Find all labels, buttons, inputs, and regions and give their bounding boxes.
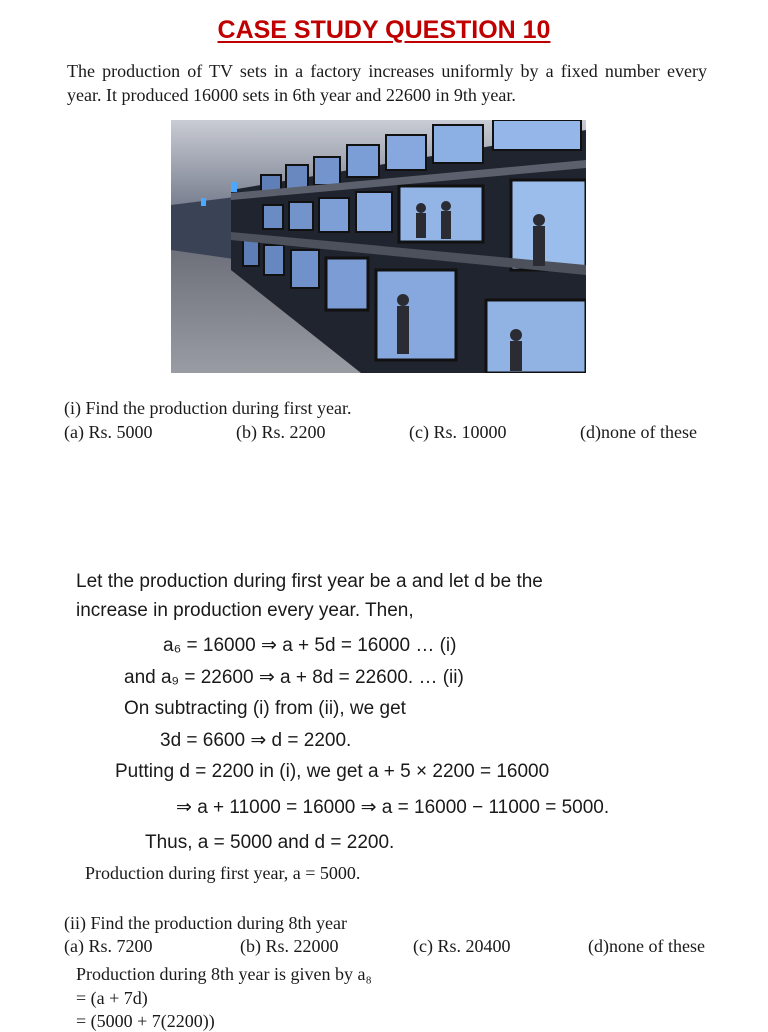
solution2-line3: = (5000 + 7(2200)) xyxy=(76,1011,215,1031)
q2-option-a: (a) Rs. 7200 xyxy=(64,936,153,956)
tv-showroom-photo xyxy=(171,120,586,373)
q2-option-d: (d)none of these xyxy=(588,936,705,956)
solution1-line1: Let the production during first year be a and let d be the xyxy=(76,571,543,592)
solution1-eq5: ⇒ a + 11000 = 16000 ⇒ a = 16000 − 11000 = 5000. xyxy=(176,797,610,818)
solution1-line2: increase in production every year. Then, xyxy=(76,600,414,621)
solution1-eq2: and a₉ = 22600 ⇒ a + 8d = 22600. … (ii) xyxy=(124,667,464,688)
intro-paragraph: The production of TV sets in a factory increases uniformly by a fixed number every year. It produced 16000 sets in 6th year and 22600 in 9th year. xyxy=(67,61,707,105)
solution2-line2: = (a + 7d) xyxy=(76,988,148,1008)
question-2: (ii) Find the production during 8th year xyxy=(64,913,347,933)
solution1-eq4: Putting d = 2200 in (i), we get a + 5 × 2200 = 16000 xyxy=(115,761,550,782)
q2-option-c: (c) Rs. 20400 xyxy=(413,936,511,956)
solution1-eq3: 3d = 6600 ⇒ d = 2200. xyxy=(160,730,352,751)
solution1-subtract: On subtracting (i) from (ii), we get xyxy=(124,698,406,719)
solution1-eq1: a₆ = 16000 ⇒ a + 5d = 16000 … (i) xyxy=(163,635,457,656)
solution1-conclusion: Production during first year, a = 5000. xyxy=(85,863,361,883)
question-1: (i) Find the production during first year. xyxy=(64,398,352,418)
page-title: CASE STUDY QUESTION 10 xyxy=(217,16,551,44)
q2-option-b: (b) Rs. 22000 xyxy=(240,936,339,956)
solution2-line1: Production during 8th year is given by a₈ xyxy=(76,964,372,984)
q1-option-d: (d)none of these xyxy=(580,422,697,442)
q1-option-b: (b) Rs. 2200 xyxy=(236,422,326,442)
q1-option-a: (a) Rs. 5000 xyxy=(64,422,153,442)
solution1-eq6: Thus, a = 5000 and d = 2200. xyxy=(145,832,395,853)
tv-wall-illustration xyxy=(171,120,586,373)
q1-option-c: (c) Rs. 10000 xyxy=(409,422,507,442)
